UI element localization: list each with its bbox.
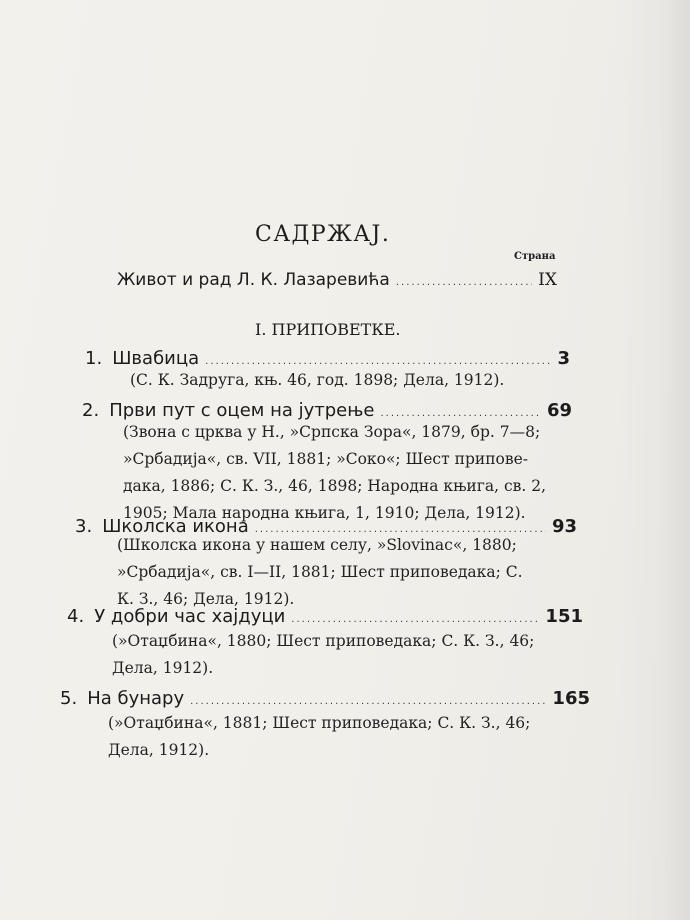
toc-row bbox=[67, 606, 583, 627]
note-line: »Србадија«, св. I—II, 1881; Шест приповедака; С. bbox=[117, 563, 523, 581]
toc-page: 93 bbox=[551, 516, 577, 537]
note-line: (Звона с црква у Н., »Српска Зора«, 1879, бр. 7—8; bbox=[123, 423, 541, 441]
note-line: Дела, 1912). bbox=[112, 659, 214, 677]
entry-number: 4. bbox=[67, 606, 85, 627]
toc-row bbox=[85, 348, 570, 369]
toc-page: 165 bbox=[552, 688, 590, 709]
toc-title: Школска икона bbox=[102, 516, 249, 537]
note-line: (»Отаџбина«, 1881; Шест приповедака; С. К. З., 46; bbox=[108, 714, 531, 732]
leader-dots bbox=[396, 277, 532, 288]
note-line: (С. К. Задруга, књ. 46, год. 1898; Дела, 1912). bbox=[130, 371, 505, 389]
entry-note bbox=[108, 710, 530, 764]
toc-title: У добри час хајдуци bbox=[94, 606, 286, 627]
note-line: (»Отаџбина«, 1880; Шест приповедака; С. К. З., 46; bbox=[112, 632, 535, 650]
leader-dots bbox=[291, 614, 539, 625]
toc-title: На бунару bbox=[87, 688, 185, 709]
toc-row bbox=[82, 400, 572, 421]
entry-number: 5. bbox=[60, 688, 78, 709]
page-edge-shadow bbox=[620, 0, 690, 920]
toc-row-intro bbox=[117, 270, 557, 290]
entry-number: 1. bbox=[85, 348, 103, 369]
entry-note bbox=[117, 532, 523, 613]
toc-title: Живот и рад Л. К. Лазаревића bbox=[117, 270, 390, 290]
toc-page: 151 bbox=[545, 606, 583, 627]
toc-title: Први пут с оцем на јутрење bbox=[109, 400, 375, 421]
toc-page: 3 bbox=[557, 348, 570, 369]
entry-note bbox=[130, 367, 504, 394]
entry-number: 3. bbox=[75, 516, 93, 537]
leader-dots bbox=[190, 696, 546, 707]
section-heading: I. ПРИПОВЕТКЕ. bbox=[255, 320, 401, 339]
note-line: Дела, 1912). bbox=[108, 741, 210, 759]
entry-number: 2. bbox=[82, 400, 100, 421]
entry-note bbox=[123, 419, 546, 527]
contents-heading: САДРЖАЈ. bbox=[255, 222, 391, 247]
note-line: К. З., 46; Дела, 1912). bbox=[117, 590, 295, 608]
toc-row bbox=[60, 688, 590, 709]
leader-dots bbox=[205, 356, 551, 367]
toc-page: IX bbox=[538, 270, 557, 290]
leader-dots bbox=[380, 408, 540, 419]
note-line: 1905; Мала народна књига, 1, 1910; Дела, 1912). bbox=[123, 504, 526, 522]
note-line: »Србадија«, св. VII, 1881; »Соко«; Шест припове- bbox=[123, 450, 528, 468]
note-line: (Школска икона у нашем селу, »Slovinac«, 1880; bbox=[117, 536, 517, 554]
page-column-label: Страна bbox=[514, 251, 556, 262]
entry-note bbox=[112, 628, 534, 682]
toc-page: 69 bbox=[546, 400, 572, 421]
note-line: дака, 1886; С. К. З., 46, 1898; Народна књига, св. 2, bbox=[123, 477, 547, 495]
toc-title: Швабица bbox=[112, 348, 200, 369]
